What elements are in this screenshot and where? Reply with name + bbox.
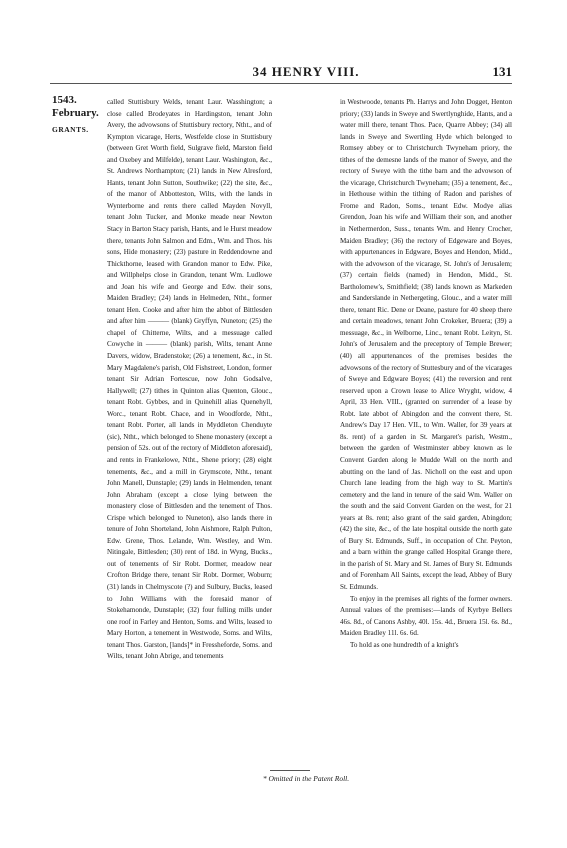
page-number: 131 xyxy=(492,64,512,79)
margin-month: February. xyxy=(52,107,99,119)
margin-year: 1543. xyxy=(52,94,77,106)
running-header xyxy=(100,64,512,80)
footnote-rule xyxy=(270,770,310,771)
right-column-paragraph-1: in Westwoode, tenants Ph. Harrys and John Dogget, Henton priory; (33) lands in Sweye and Swertlynghide, Hants, and a water mill there, tenant Thos. Pace, Quarre Abbey; (34) all lands in Sweye and Swertling Hyde which belonged to Romsey abbey or to Christchurch Twyneham priory, the tithes of the demesne lands of the manor of Sweye, and the rectory of Sweye with the tithe barn and the advowson of the vicarage, Christchurch Twyneham; (35) a tenement, &c., in Hethouse within the tithing of Radon and parishes of Frome and Radon, Soms., tenant Edw. Modye alias Grendon, Joan his wife and William their son, and another in Nethermerdon, Suss., tenants Wm. and Henry Crocher, Maiden Bradley; (36) the rectory of Edgeware and Boyes, with appurtenances in Edgware, Boyes and Hendon, Midd., with the advowson of the vicarage, St. John's of Jerusalem; (37) certain fields (named) in Hendon, Midd., St. Bartholomew's, Smithfield; (38) lands known as Markeden and Sanderslande in Nethergeting, Glouc., and a water mill there, tenant Ric. Dene or Deane, pasture for 40 sheep there and certain meadows, tenant John Crokeker, Bruera; (39) a messuage, &c., in Welborne, Linc., tenant Robt. Leityn, St. John's of Jerusalem and the preceptory of Temple Brewer; (40) all appurtenances of the premises besides the advowsons of the rectory of Stuttesbury and of the vicarages of Sweye and Edgware Boyes; (41) the reversion and rent reserved upon a Crown lease to Alice Wryght, widow, 4 April, 33 Hen. VIII., (granted on surrender of a lease by Robt. late abbot of Abingdon and the convent there, St. Andrew's Day 17 Hen. VII., to Wm. Waller, for 39 years at 8s. rent) of a garden in St. Margaret's parish, Westm., between the garden of Westminster abbey known as le Convent Garden along le Mudde Wall on the north and abutting on the land of Jas. Nicholl on the east and upon Church lane leading from the high way to St. Martin's cemetery and the land in tenure of the said Wm. Waller on the south and the said Convent Garden on the west, for 21 years at 8s. rent; also grant of the said garden, Abingdon; (42) the site, &c., of the late hospital outside the north gate of Bury St. Edmunds, Suff., in occupation of Chr. Peyton, and a barn within the grange called Hospital Grange there, in the parish of St. Mary and St. James of Bury St. Edmunds and of Forenham All Saints, except the lead, Abbey of Bury St. Edmunds. xyxy=(340,98,512,591)
right-column-paragraph-3: To hold as one hundredth of a knight's xyxy=(350,640,459,649)
margin-section: GRANTS. xyxy=(52,125,89,134)
header-rule xyxy=(50,83,512,84)
right-column-paragraph-2: To enjoy in the premises all rights of the former owners. Annual values of the premises:—lands of Kyrbye Bellers 46s. 8d., of Canons Ashby, 40l. 15s. 4d., Bruera 15l. 6s. 8d., Maiden Bradley 11l. 6s. 6d. xyxy=(340,594,512,638)
running-title: 34 HENRY VIII. xyxy=(252,64,360,79)
footnote: * Omitted in the Patent Roll. xyxy=(262,774,350,783)
margin-notes xyxy=(52,94,102,136)
left-column xyxy=(107,97,272,759)
right-column xyxy=(340,97,512,759)
left-column-text: called Stuttisbury Welds, tenant Laur. Wasshington; a close called Brodeyates in Hardingston, tenant John Avery, the advowsons of Stuttisbury rectory, Ntht., and of Kympton vicarage, Herts, Westfelde close in Stuttisbury (between Gret Worth field, Sulgrave field, Marston field and Oxebey and Milfelde), tenant Laur. Washington, &c., St. Andrews Northampton; (21) lands in New Alresford, Hants, tenant John Sutton, Southwike; (22) the site, &c., of the manor of Abbotteston, Wilts, with the lands in Wynterborne and rents there called Mayden Novyll, tenant John Tucker, and Monke meade near Newton Stacy in Barton Stacy parish, Hants, and le Hurst meadow there, tenants John Salmon and Edm., Wm. and Thos. his sons, Hide monastery; (23) pasture in Reddendowne and Thickthorne, leased with Grandon manor to Edw. Pike, and Willphelps close in Grandon, tenant Wm. Ludlowe and Joan his wife and George and Edw. their sons, Maiden Bradley; (24) lands in Helmeden, Ntht., former tenant Hen. Cooke and after him the abbot of Bittlesden and after him ——— (blank) Gryffyn, Nuneton; (25) the chapel of Chitterne, Wilts, and a messuage called Cowyche in ——— (blank) parish, Wilts, tenant Anne Davers, widow, Bradenstoke; (26) a tenement, &c., in St. Mary Magdalene's parish, Old Fishstreet, London, former tenant Sir Adrian Fortescue, now John Godsalve, Hallywell; (27) tithes in Quinton alias Quenton, Glouc., tenant Robt. Gybbes, and in Quinehill alias Quenehyll, Worc., tenant Robt. Chace, and in Woodforde, Ntht., tenant Robt. Porter, all lands in Myddleton Chenduyte (sic), Ntht., which belonged to Shene monastery (except a pension of 52s. out of the rectory of Middleton aforesaid), and rents in Frankelowe, Ntht., Shene priory; (28) eight tenements, &c., and a mill in Grymscote, Ntht., tenant John Manell, Dunstaple; (29) lands in Helmenden, tenant John Abraham (except a close lying between the monastery close of Bittlesden and the tenement of Thos. Crispe which belonged to Nuneton), also lands there in tenure of John Shorteland, John Aishmore, Ralph Pulton, Edw. Grene, Thos. Lelande, Wm. Westley, and Wm. Nitingale, Bittlesden; (30) rent of 18d. in Wyng, Bucks., out of tenements of Sir Robt. Dormer, meadow near Crofton Bridge there, tenant Sir Robt. Dormer, Woburn; (31) lands in Chelmyscote (?) and Sulbury, Bucks, leased to John Williams with the foresaid manor of Stokehamonde, Dunstaple; (32) four fulling mills under one roof in Farley and Henton, Soms. and Wilts, leased to Mary Horton, a tenement in Westwode, Soms. and Wilts, tenant Thos. Garston, [lands]* in Fressheforde, Soms. and Wilts, tenant John Abrige, and tenements xyxy=(107,98,272,661)
